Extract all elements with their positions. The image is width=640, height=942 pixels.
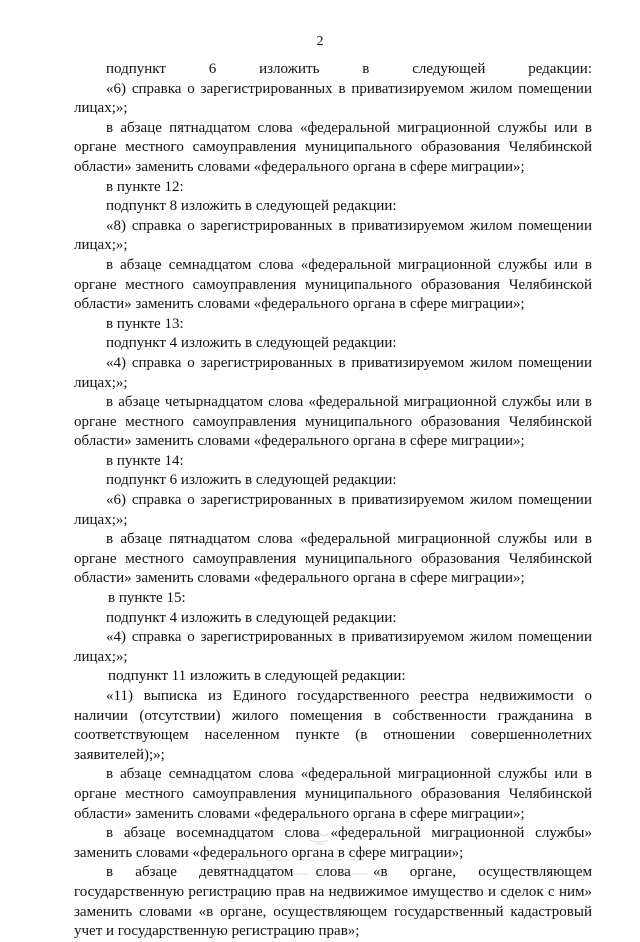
- paragraph: в абзаце четырнадцатом слова «федеральной миграционной службы или в органе местного самоуправления муниципального образования Челябинской области» заменить словами «федерального органа в сфере миграции»;: [74, 394, 592, 450]
- paragraph: «11) выписка из Единого государственного реестра недвижимости о наличии (отсутствии) жилого помещения в собственности гражданина в соответствующем населенном пункте (в отношении совершеннолетних заявителей);»;: [74, 688, 592, 763]
- paragraph: в абзаце семнадцатом слова «федеральной миграционной службы или в органе местного самоуправления муниципального образования Челябинской области» заменить словами «федерального органа в сфере миграции»;: [74, 256, 592, 313]
- paragraph: подпункт 4 изложить в следующей редакции:: [106, 335, 397, 352]
- paragraph: в пункте 12:: [106, 178, 184, 195]
- paragraph: в пункте 13:: [106, 315, 184, 332]
- paragraph: в абзаце семнадцатом слова «федеральной миграционной службы или в органе местного самоуправления муниципального образования Челябинской области» заменить словами «федерального органа в сфере миграции»;: [74, 766, 592, 822]
- paragraph: в абзаце пятнадцатом слова «федеральной миграционной службы или в органе местного самоуправления муниципального образования Челябинской области» заменить словами «федерального органа в сфере миграции»;: [74, 531, 592, 587]
- paragraph: подпункт 8 изложить в следующей редакции:: [106, 198, 397, 215]
- paragraph: подпункт 4 изложить в следующей редакции:: [106, 609, 397, 626]
- paragraph: в абзаце девятнадцатом слова «в органе, осуществляющем государственную регистрацию прав на недвижимое имущество и сделок с ним» заменить словами «в органе, осуществляющем государственный кадастровый учет и государственную регистрацию прав»;: [74, 864, 592, 940]
- paragraph: в пункте 14:: [106, 452, 184, 469]
- paragraph: «4) справка о зарегистрированных в приватизируемом жилом помещении лицах;»;: [74, 629, 592, 665]
- paragraph: в абзаце пятнадцатом слова «федеральной миграционной службы или в органе местного самоуправления муниципального образования Челябинской области» заменить словами «федерального органа в сфере миграции»;: [74, 119, 592, 175]
- page-number: 2: [316, 34, 324, 49]
- document-body: [74, 60, 592, 942]
- paragraph: подпункт 11 изложить в следующей редакции:: [108, 668, 406, 685]
- paragraph: «4) справка о зарегистрированных в приватизируемом жилом помещении лицах;»;: [74, 354, 592, 391]
- paragraph: подпункт 6 изложить в следующей редакции:: [106, 472, 397, 489]
- paragraph: «8) справка о зарегистрированных в приватизируемом жилом помещении лицах;»;: [74, 217, 592, 254]
- paragraph: в пункте 15:: [108, 590, 186, 607]
- paragraph: «6) справка о зарегистрированных в приватизируемом жилом помещении лицах;»;: [74, 80, 592, 117]
- faint-stamp-icon: [246, 830, 406, 882]
- paragraph: «6) справка о зарегистрированных в приватизируемом жилом помещении лицах;»;: [74, 492, 592, 528]
- paragraph: в абзаце восемнадцатом слова «федеральной миграционной службы» заменить словами «федерального органа в сфере миграции»;: [74, 825, 592, 861]
- paragraph: подпункт 6 изложить в следующей редакции:: [106, 61, 592, 77]
